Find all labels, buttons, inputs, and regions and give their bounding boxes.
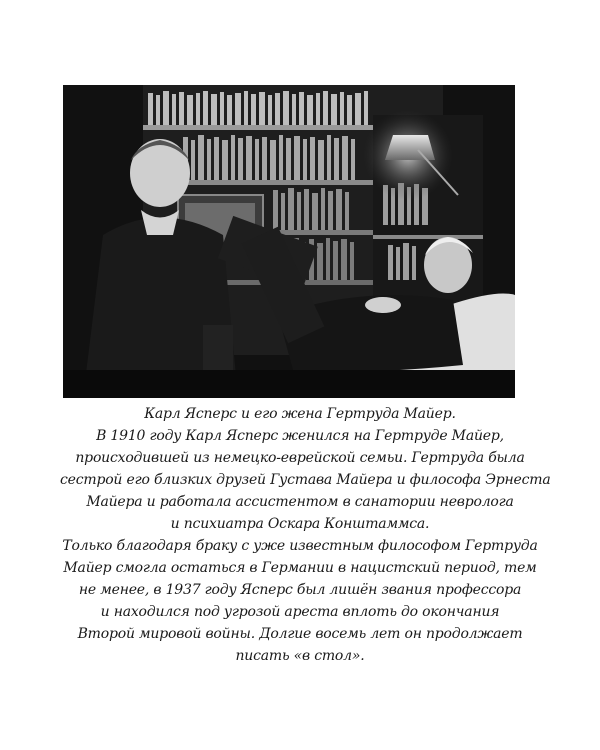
caption-line: Только благодаря браку с уже известным философом Гертруда <box>62 538 538 554</box>
caption-line: писать «в стол». <box>235 648 365 664</box>
caption-line: Майера и работала ассистентом в санатории невролога <box>86 494 514 510</box>
caption-line: сестрой его близких друзей Густава Майера и философа Эрнеста <box>60 472 551 488</box>
caption-line: Карл Ясперс и его жена Гертруда Майер. <box>144 406 456 422</box>
caption-line: Майер смогла остаться в Германии в нацистский период, тем <box>63 560 537 576</box>
caption-line: и находился под угрозой ареста вплоть до окончания <box>100 604 500 620</box>
caption-line: В 1910 году Карл Ясперс женился на Гертруде Майер, <box>96 428 504 444</box>
photo-illustration <box>63 85 515 398</box>
caption-line: не менее, в 1937 году Ясперс был лишён звания профессора <box>78 582 522 598</box>
photograph <box>63 85 515 398</box>
caption-line: происходившей из немецко-еврейской семьи. Гертруда была <box>75 450 525 466</box>
caption-line: и психиатра Оскара Конштаммса. <box>170 516 430 532</box>
caption-line: Второй мировой войны. Долгие восемь лет он продолжает <box>77 626 523 642</box>
photo-caption <box>60 403 551 667</box>
